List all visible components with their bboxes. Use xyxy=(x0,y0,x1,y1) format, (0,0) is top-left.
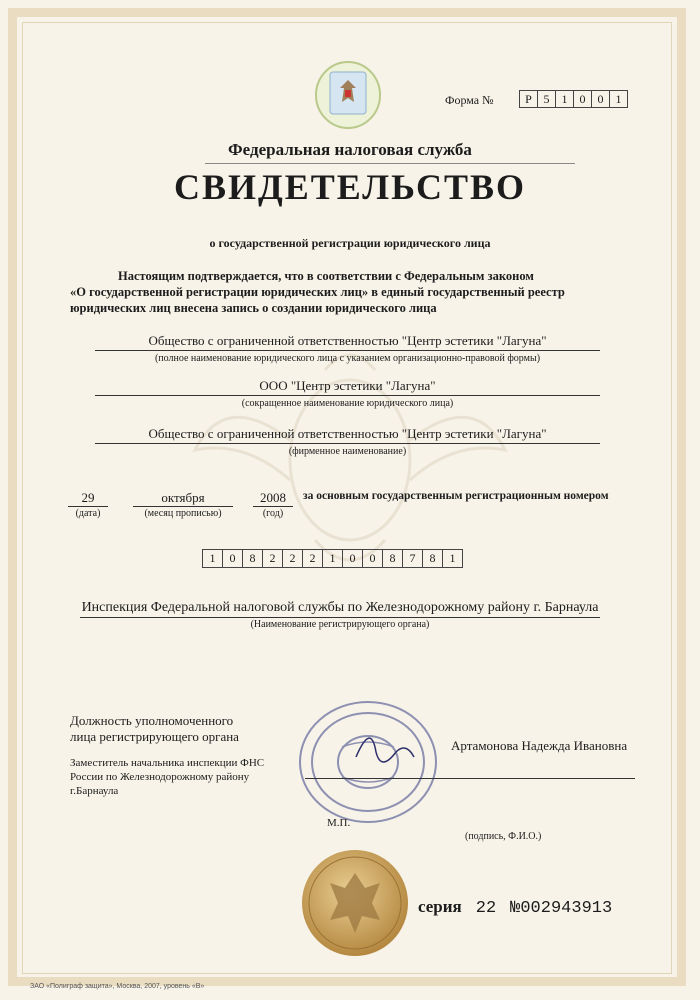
reg-day: 29 xyxy=(81,490,95,505)
position-line: России по Железнодорожному району xyxy=(70,771,250,783)
ogrn-digit: 0 xyxy=(342,549,363,568)
company-brand-name: Общество с ограниченной ответственностью "Центр эстетики "Лагуна" xyxy=(148,426,547,441)
certificate-number: №002943913 xyxy=(510,899,613,918)
ogrn-digit: 0 xyxy=(222,549,243,568)
ogrn-digit: 0 xyxy=(362,549,383,568)
agency-name: Федеральная налоговая служба xyxy=(228,140,472,159)
underline xyxy=(95,350,600,351)
ogrn-digit: 8 xyxy=(382,549,403,568)
form-number-digit: 1 xyxy=(555,90,574,108)
series-block xyxy=(418,897,612,918)
statement-line: Настоящим подтверждается, что в соответствии с Федеральным законом xyxy=(118,269,534,283)
ogrn-digit: 1 xyxy=(202,549,223,568)
signature-line xyxy=(305,778,635,779)
document-subtitle: о государственной регистрации юридического лица xyxy=(209,236,491,250)
round-stamp-icon xyxy=(296,697,446,827)
position-line: Должность уполномоченного xyxy=(70,713,234,728)
form-number-digit: 0 xyxy=(573,90,592,108)
underline xyxy=(253,506,293,507)
month-caption: (месяц прописью) xyxy=(144,508,222,519)
document-title: СВИДЕТЕЛЬСТВО xyxy=(173,167,527,207)
reg-year: 2008 xyxy=(260,490,286,505)
underline xyxy=(95,443,600,444)
short-name-caption: (сокращенное наименование юридического лица) xyxy=(241,398,454,409)
underline xyxy=(80,617,600,618)
form-number-digit: 1 xyxy=(609,90,628,108)
gold-hologram-seal-icon xyxy=(300,848,410,958)
company-short-name: ООО "Центр эстетики "Лагуна" xyxy=(259,378,436,393)
position-line: г.Барнаула xyxy=(70,785,119,797)
form-number-digit: 5 xyxy=(537,90,556,108)
registering-authority: Инспекция Федеральной налоговой службы по Железнодорожному району г. Барнаула xyxy=(81,600,599,615)
ogrn-digit: 1 xyxy=(442,549,463,568)
signature-caption: (подпись, Ф.И.О.) xyxy=(465,831,542,842)
brand-name-caption: (фирменное наименование) xyxy=(288,446,407,457)
full-name-caption: (полное наименование юридического лица с указанием организационно-правовой формы) xyxy=(154,353,541,364)
ogrn-digit: 2 xyxy=(302,549,323,568)
form-number-digit: Р xyxy=(519,90,538,108)
underline xyxy=(68,506,108,507)
ogrn-digit: 8 xyxy=(422,549,443,568)
underline xyxy=(95,395,600,396)
statement-line: юридических лиц внесена запись о создании юридического лица xyxy=(70,301,437,315)
seal-place-label: М.П. xyxy=(327,817,351,829)
ogrn-boxes xyxy=(203,549,463,568)
reg-number-text: за основным государственным регистрационным номером xyxy=(303,490,609,502)
signer-name: Артамонова Надежда Ивановна xyxy=(451,738,628,753)
position-line: лица регистрирующего органа xyxy=(70,729,239,744)
printer-footer: ЗАО «Полиграф защита», Москва, 2007, уровень «В» xyxy=(30,983,205,990)
ogrn-digit: 7 xyxy=(402,549,423,568)
reg-month: октября xyxy=(161,490,205,505)
position-line: Заместитель начальника инспекции ФНС xyxy=(70,757,265,769)
title-divider xyxy=(205,163,575,164)
series-value: 22 xyxy=(475,899,497,918)
ogrn-digit: 8 xyxy=(242,549,263,568)
company-full-name: Общество с ограниченной ответственностью "Центр эстетики "Лагуна" xyxy=(148,333,547,348)
form-number-boxes xyxy=(520,90,628,108)
ogrn-digit: 2 xyxy=(262,549,283,568)
year-caption: (год) xyxy=(262,508,284,519)
statement-paragraph xyxy=(70,268,650,316)
ogrn-digit: 1 xyxy=(322,549,343,568)
form-number-digit: 0 xyxy=(591,90,610,108)
underline xyxy=(133,506,233,507)
form-number-label: Форма № xyxy=(445,93,494,107)
authority-caption: (Наименование регистрирующего органа) xyxy=(250,619,430,630)
position-label xyxy=(70,713,239,745)
statement-line: «О государственной регистрации юридических лиц» в единый государственный реестр xyxy=(70,285,565,299)
day-caption: (дата) xyxy=(75,508,101,519)
fns-emblem-icon xyxy=(314,60,382,130)
official-position xyxy=(70,756,264,798)
ogrn-digit: 2 xyxy=(282,549,303,568)
series-label: серия xyxy=(418,897,462,916)
